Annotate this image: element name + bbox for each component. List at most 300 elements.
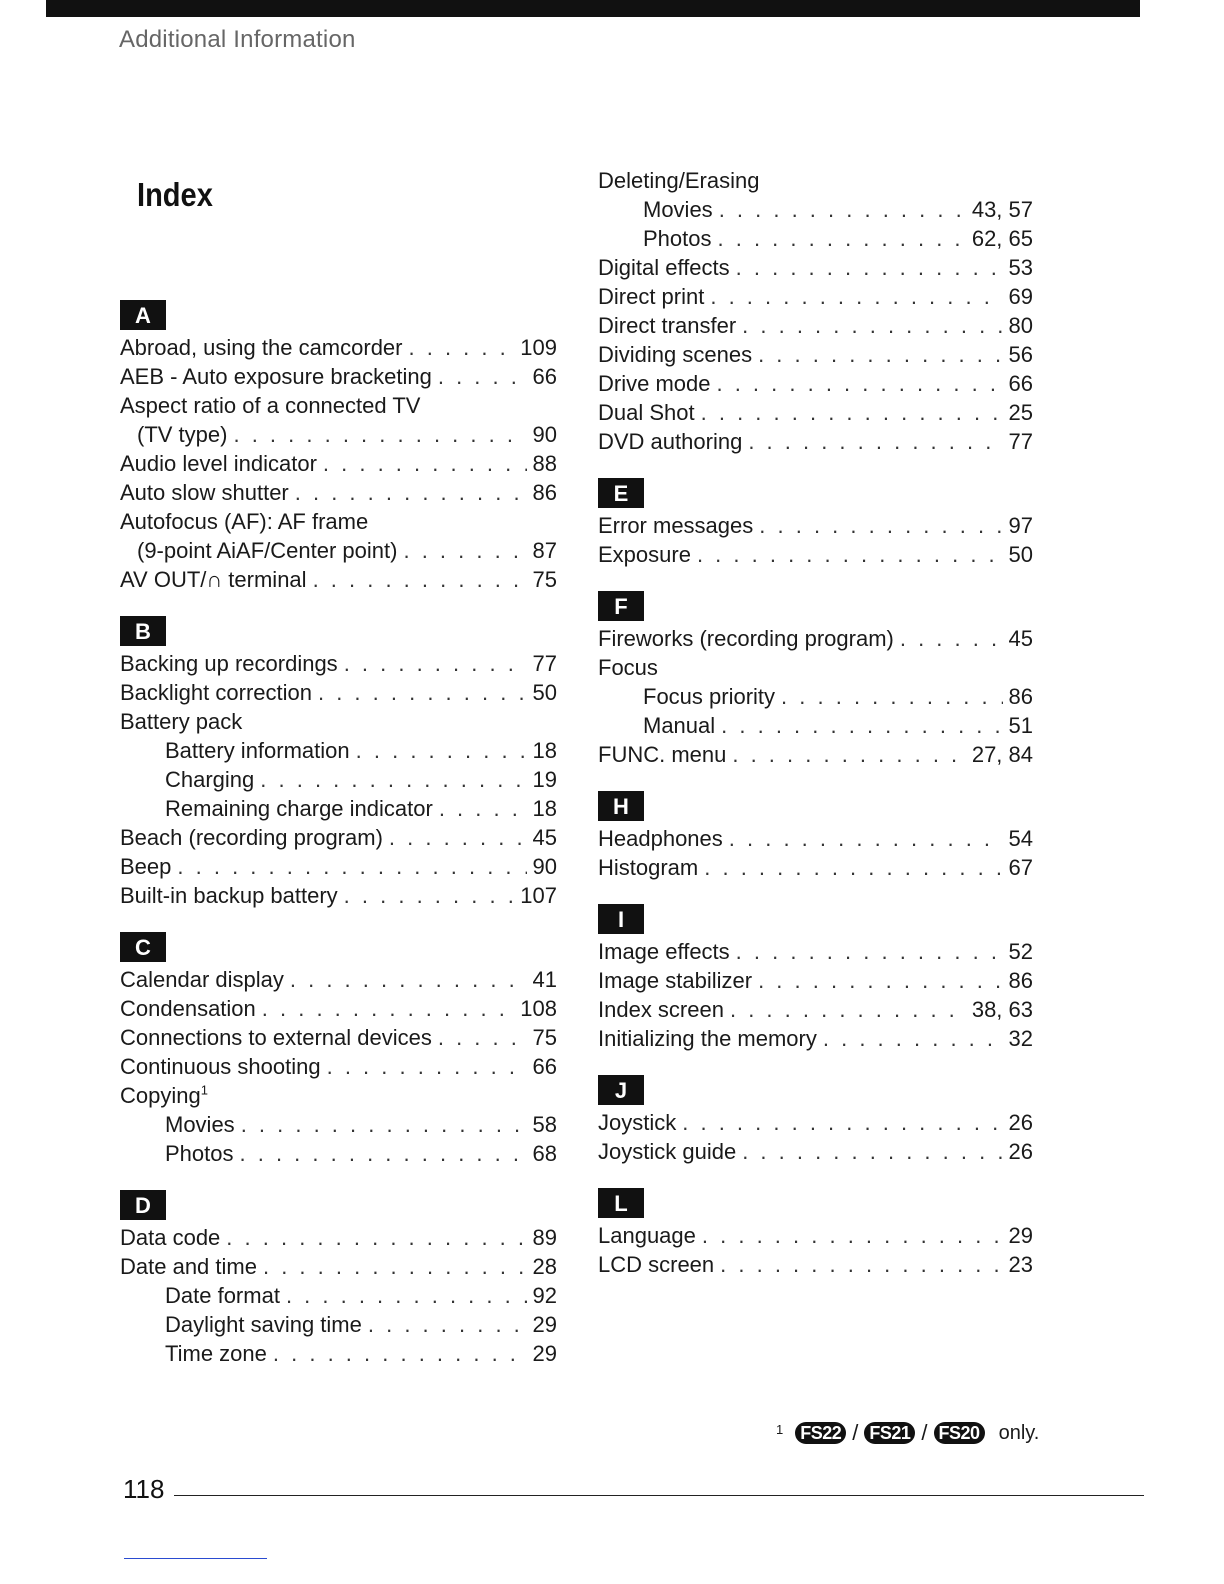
index-term-text: Date and time [120,1254,257,1279]
index-term [598,740,726,769]
page-number: 118 [123,1474,165,1504]
index-entry [120,1052,557,1081]
index-term-text: LCD screen [598,1252,715,1277]
index-entry [120,1110,557,1139]
index-page-ref: 107 [520,883,557,908]
index-term-text: Histogram [598,855,699,880]
index-entry [120,449,557,478]
leader-dots [409,333,515,362]
index-term [643,711,715,740]
footnote-suffix: only. [998,1421,1040,1444]
index-page-ref: 28 [532,1254,557,1279]
index-entry [598,1024,1033,1053]
index-letter-block [598,1075,1033,1166]
index-term [643,195,713,224]
leader-dots [327,1052,527,1081]
leader-dots [233,420,526,449]
index-page-ref: 53 [1008,255,1033,280]
index-term [598,398,695,427]
index-page-ref: 90 [532,422,557,447]
letter-badge: I [598,904,644,934]
index-page-ref: 62, 65 [971,226,1033,251]
index-term-text: DVD authoring [598,429,743,454]
leader-dots [263,1252,527,1281]
index-term [137,536,397,565]
index-term [598,1221,696,1250]
index-term [598,937,730,966]
leader-dots [682,1108,1002,1137]
index-letter-block [598,1188,1033,1279]
index-term-text: Calendar display [120,967,284,992]
index-term [120,1052,321,1081]
leader-dots [262,994,515,1023]
index-term [120,707,242,736]
index-entry [598,853,1033,882]
leader-dots [702,1221,1003,1250]
index-page-ref: 67 [1008,855,1033,880]
index-letter-block [598,591,1033,769]
index-entry [598,1137,1033,1166]
index-term [120,823,383,852]
index-term-text: Beep [120,854,172,879]
index-term [120,391,420,420]
index-page-ref: 68 [532,1141,557,1166]
index-page-ref: 29 [532,1341,557,1366]
model-badge-fs22: FS22 [795,1422,846,1444]
index-page-ref: 77 [532,651,557,676]
index-page-ref: 29 [532,1312,557,1337]
footnote [776,1420,1039,1446]
leader-dots [273,1339,527,1368]
index-entry [598,937,1033,966]
index-page-ref: 77 [1008,429,1033,454]
index-page-ref: 18 [532,796,557,821]
index-term-text: Auto slow shutter [120,480,289,505]
index-letter-block [598,478,1033,569]
index-letter-block [120,932,557,1168]
index-page-ref: 58 [532,1112,557,1137]
index-entry [598,253,1033,282]
index-term [120,965,284,994]
index-entry [120,649,557,678]
index-entry [120,478,557,507]
index-term-text: Beach (recording program) [120,825,383,850]
leader-dots [758,966,1002,995]
leader-dots [295,478,527,507]
index-entry [598,824,1033,853]
index-term [120,362,432,391]
index-column-left [120,300,557,1390]
index-page-ref: 45 [1008,626,1033,651]
index-term-text: Charging [165,767,255,792]
index-term [165,1139,234,1168]
index-letter-block [120,300,557,594]
index-term-text: Built-in backup battery [120,883,338,908]
index-term-text: Exposure [598,542,691,567]
index-term-text: AEB - Auto exposure bracketing [120,364,432,389]
index-term-text: Battery pack [120,709,243,734]
page-title: Index [137,176,213,213]
index-term-text: Remaining charge indicator [165,796,433,821]
index-page-ref: 86 [1008,968,1033,993]
index-entry [120,881,557,910]
index-entry [120,965,557,994]
index-term-text: Headphones [598,826,723,851]
index-entry [120,707,557,736]
footer-rule [174,1495,1144,1496]
index-term-text: FUNC. menu [598,742,727,767]
index-page-ref: 54 [1008,826,1033,851]
index-page-ref: 32 [1008,1026,1033,1051]
index-page-ref: 108 [520,996,557,1021]
leader-dots [781,682,1002,711]
index-page-ref: 97 [1008,513,1033,538]
index-term [598,511,753,540]
index-page-ref: 38, 63 [971,997,1033,1022]
index-term-text: Joystick guide [598,1139,737,1164]
index-term [598,1137,736,1166]
index-entry [120,420,557,449]
index-term-text: Data code [120,1225,221,1250]
index-term-text: Index screen [598,997,724,1022]
index-term-text: Error messages [598,513,754,538]
index-term-text: Photos [165,1141,234,1166]
leader-dots [719,195,966,224]
index-term-text: Aspect ratio of a connected TV [120,393,421,418]
index-term-text: Direct transfer [598,313,737,338]
index-term-text: Dividing scenes [598,342,753,367]
index-page-ref: 90 [532,854,557,879]
index-term-text: Focus priority [643,684,776,709]
index-page-ref: 41 [532,967,557,992]
index-term [120,994,256,1023]
index-term-text: Copying [120,1083,201,1108]
index-term [598,1250,714,1279]
footnote-ref: 1 [200,1082,208,1098]
leader-dots [732,740,965,769]
index-page-ref: 52 [1008,939,1033,964]
index-term-text: Language [598,1223,696,1248]
leader-dots [823,1024,1003,1053]
index-term [165,1110,235,1139]
index-page-ref: 86 [532,480,557,505]
index-term-text: Backing up recordings [120,651,338,676]
index-letter-block [120,1190,557,1368]
index-term-text: Condensation [120,996,256,1021]
index-entry [120,1023,557,1052]
index-term [120,333,403,362]
index-term [120,565,307,594]
index-term-text: Movies [165,1112,235,1137]
index-entry [598,427,1033,456]
index-entry [598,711,1033,740]
index-term-text: Abroad, using the camcorder [120,335,403,360]
leader-dots [389,823,527,852]
index-entry [120,391,557,420]
leader-dots [718,224,966,253]
letter-badge: B [120,616,166,646]
leader-dots [226,1223,526,1252]
leader-dots [900,624,1003,653]
letter-badge: D [120,1190,166,1220]
leader-dots [240,1139,527,1168]
letter-badge: H [598,791,644,821]
index-page-ref: 86 [1008,684,1033,709]
top-bar [46,0,1140,17]
leader-dots [318,678,527,707]
index-entry [598,311,1033,340]
index-term [165,794,433,823]
index-entry [598,624,1033,653]
index-page-ref: 66 [532,1054,557,1079]
index-term [598,369,710,398]
index-term [165,1310,362,1339]
index-page-ref: 88 [532,451,557,476]
index-letter-block [598,904,1033,1053]
model-badge-fs20: FS20 [934,1422,985,1444]
index-page-ref: 66 [532,364,557,389]
index-page-ref: 27, 84 [971,742,1033,767]
index-page-ref: 56 [1008,342,1033,367]
leader-dots [356,736,527,765]
index-term [165,736,350,765]
leader-dots [313,565,527,594]
index-term-text: Dual Shot [598,400,695,425]
index-term-text: Joystick [598,1110,677,1135]
index-page-ref: 75 [532,567,557,592]
index-term [598,653,658,682]
index-page-ref: 80 [1008,313,1033,338]
index-term-text: (9-point AiAF/Center point) [137,538,398,563]
index-term [598,253,730,282]
index-page-ref: 87 [532,538,557,563]
leader-dots [697,540,1003,569]
index-page-ref: 66 [1008,371,1033,396]
index-entry [598,1108,1033,1137]
index-term-text: (TV type) [137,422,228,447]
index-term [165,765,254,794]
index-entry [598,282,1033,311]
index-entry [120,333,557,362]
index-entry [120,736,557,765]
index-page-ref: 75 [532,1025,557,1050]
index-term-text: Image effects [598,939,730,964]
leader-dots [720,1250,1002,1279]
index-term [120,852,171,881]
index-entry [598,682,1033,711]
index-term [598,311,736,340]
index-entry [120,536,557,565]
index-entry [120,1339,557,1368]
index-entry [120,678,557,707]
index-entry [120,1252,557,1281]
leader-dots [721,711,1002,740]
index-term [598,995,724,1024]
index-page-ref: 18 [532,738,557,763]
letter-badge: J [598,1075,644,1105]
index-term [120,881,338,910]
index-entry [598,653,1033,682]
index-term-text: Image stabilizer [598,968,753,993]
leader-dots [344,649,527,678]
index-entry [120,994,557,1023]
index-page-ref: 19 [532,767,557,792]
leader-dots [704,853,1002,882]
index-term [643,224,712,253]
model-badge-fs21: FS21 [864,1422,915,1444]
index-term [120,478,289,507]
index-page-ref: 109 [520,335,557,360]
section-header: Additional Information [119,26,356,53]
leader-dots [438,362,527,391]
index-term [120,1081,208,1110]
leader-dots [241,1110,527,1139]
index-page-ref: 51 [1008,713,1033,738]
leader-dots [438,1023,527,1052]
index-entry [120,507,557,536]
index-term [598,340,752,369]
index-entry [598,511,1033,540]
index-page-ref: 25 [1008,400,1033,425]
leader-dots [730,995,966,1024]
index-entry [120,765,557,794]
index-entry [120,1223,557,1252]
index-entry [598,166,1033,195]
index-term-text: Date format [165,1283,280,1308]
leader-dots [323,449,527,478]
leader-dots [710,282,1002,311]
index-page-ref: 50 [1008,542,1033,567]
bottom-underline [124,1558,267,1559]
index-term-text: Digital effects [598,255,730,280]
index-entry [120,1310,557,1339]
leader-dots [344,881,515,910]
leader-dots [286,1281,527,1310]
index-term [643,682,775,711]
index-term [120,449,317,478]
footnote-mark: 1 [776,1422,784,1437]
index-entry [598,398,1033,427]
index-term [598,1108,676,1137]
index-entry [598,1221,1033,1250]
index-term [598,166,759,195]
index-term [598,282,704,311]
index-term [598,824,723,853]
leader-dots [290,965,527,994]
leader-dots [701,398,1003,427]
index-term [598,966,752,995]
footnote-separator: / [921,1420,928,1445]
leader-dots [748,427,1002,456]
leader-dots [368,1310,527,1339]
index-term [120,1023,432,1052]
index-term [137,420,227,449]
index-entry [598,966,1033,995]
index-entry [598,1250,1033,1279]
index-term-text: Photos [643,226,712,251]
index-term [165,1281,280,1310]
index-term-text: Autofocus (AF): AF frame [120,509,369,534]
index-page-ref: 26 [1008,1139,1033,1164]
index-term [598,624,894,653]
index-entry [120,823,557,852]
index-page-ref: 92 [532,1283,557,1308]
index-entry [120,794,557,823]
index-term-text: Manual [643,713,716,738]
index-page-ref: 43, 57 [971,197,1033,222]
index-page-ref: 89 [532,1225,557,1250]
index-term-text: Fireworks (recording program) [598,626,894,651]
index-page-ref: 45 [532,825,557,850]
index-term-text: Movies [643,197,713,222]
index-entry [598,195,1033,224]
index-term [120,1223,220,1252]
index-term-text: Backlight correction [120,680,312,705]
index-term-text: Time zone [165,1341,267,1366]
letter-badge: C [120,932,166,962]
index-term-text: AV OUT/∩ terminal [120,567,307,592]
index-page-ref: 69 [1008,284,1033,309]
leader-dots [736,253,1003,282]
leader-dots [403,536,526,565]
leader-dots [260,765,526,794]
index-term-text: Direct print [598,284,705,309]
index-term [165,1339,267,1368]
index-entry [120,1081,557,1110]
index-entry [120,565,557,594]
leader-dots [177,852,526,881]
letter-badge: E [598,478,644,508]
index-entry [120,362,557,391]
index-entry [598,540,1033,569]
index-term [598,540,691,569]
index-term-text: Focus [598,655,658,680]
index-entry [598,340,1033,369]
leader-dots [716,369,1002,398]
leader-dots [439,794,527,823]
footnote-separator: / [852,1420,859,1445]
index-term [120,649,338,678]
index-term-text: Initializing the memory [598,1026,817,1051]
index-term-text: Audio level indicator [120,451,317,476]
index-column-right [598,166,1033,1301]
letter-badge: L [598,1188,644,1218]
index-page-ref: 26 [1008,1110,1033,1135]
index-entry [120,852,557,881]
index-entry [598,740,1033,769]
index-page-ref: 29 [1008,1223,1033,1248]
index-entry [598,995,1033,1024]
index-page-ref: 23 [1008,1252,1033,1277]
leader-dots [736,937,1003,966]
index-entry [120,1281,557,1310]
index-letter-block [598,166,1033,456]
index-page-ref: 50 [532,680,557,705]
index-term [120,507,368,536]
letter-badge: F [598,591,644,621]
index-letter-block [120,616,557,910]
index-entry [120,1139,557,1168]
index-term-text: Drive mode [598,371,711,396]
index-term [120,678,312,707]
index-term-text: Battery information [165,738,350,763]
index-entry [598,224,1033,253]
letter-badge: A [120,300,166,330]
index-entry [598,369,1033,398]
index-term [598,853,698,882]
index-term-text: Connections to external devices [120,1025,432,1050]
index-term [598,427,742,456]
